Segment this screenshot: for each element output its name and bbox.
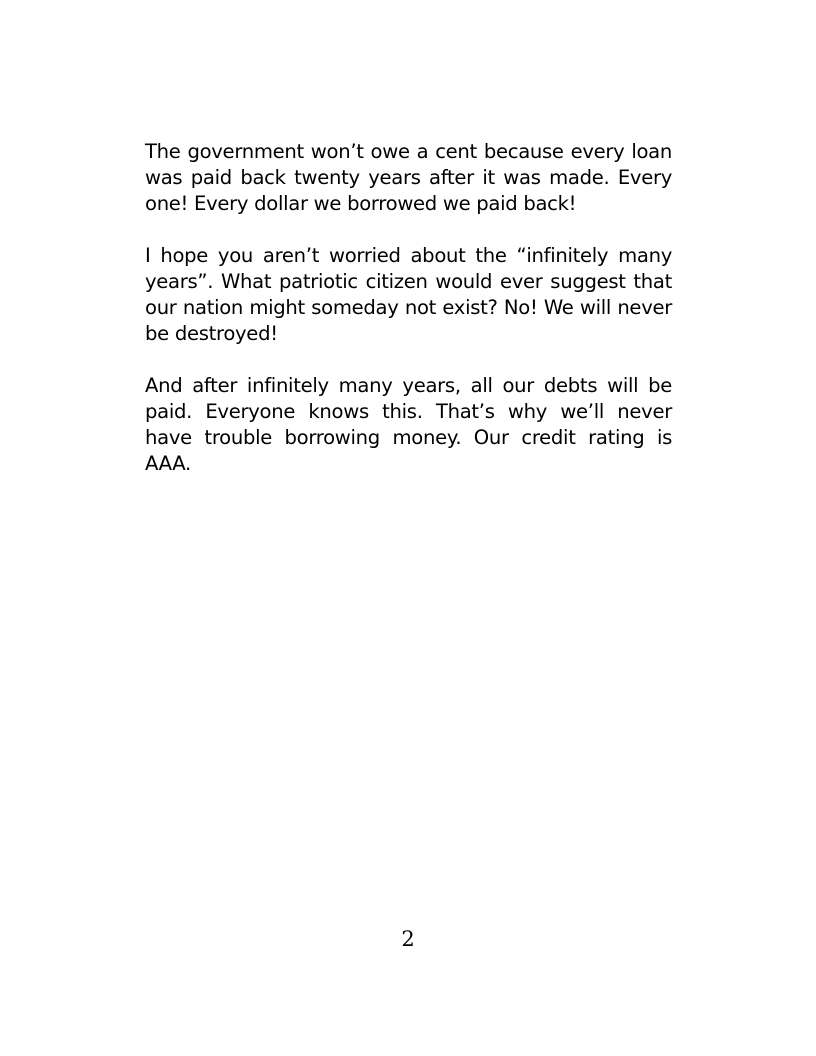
paragraph-debts-paid: And after infinitely many years, all our debts will be paid. Everyone knows this. That’s why we’ll never have trouble borrowing money. Our credit rating is AAA.: [145, 374, 672, 475]
paragraph-loans-repaid: The government won’t owe a cent because every loan was paid back twenty years after it was made. Every one! Every dollar we borrowed we paid back!: [145, 140, 672, 215]
paragraph-infinitely-many-years: I hope you aren’t worried about the “infinitely many years”. What patriotic citizen would ever suggest that our nation might someday not exist? No! We will never be destroyed!: [145, 244, 672, 345]
page-number: 2: [401, 927, 415, 951]
body-text: [145, 139, 672, 503]
